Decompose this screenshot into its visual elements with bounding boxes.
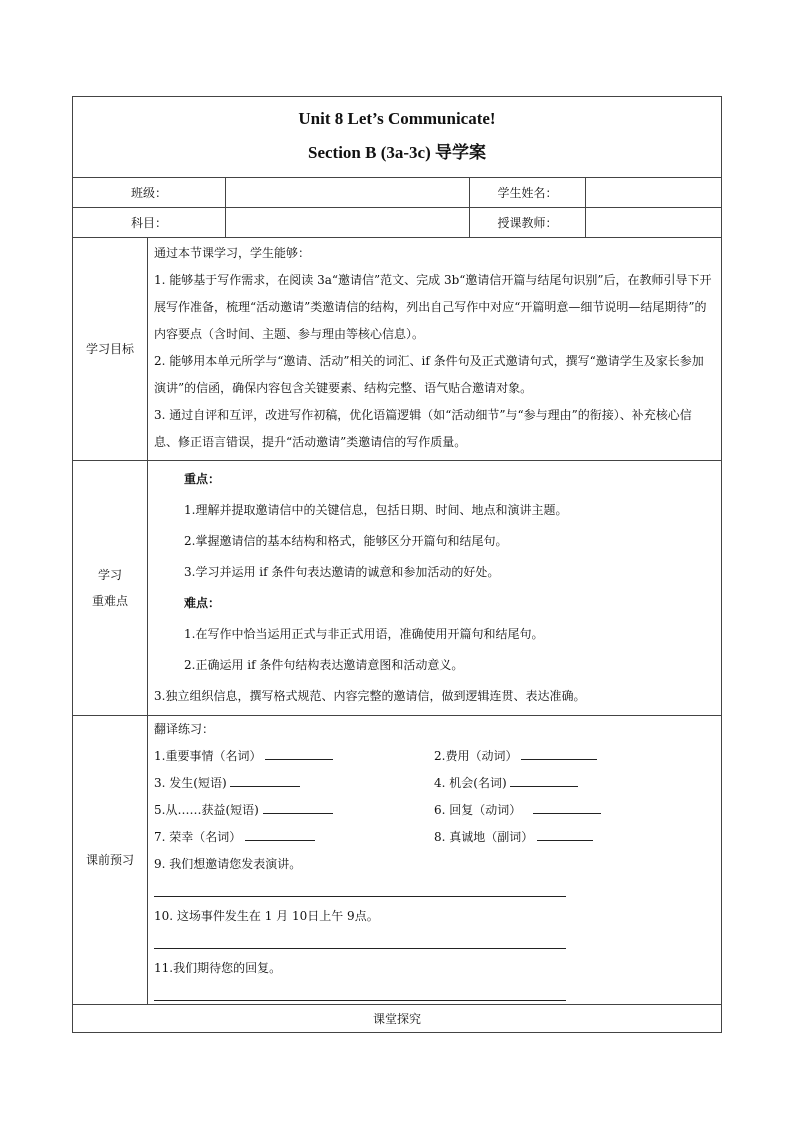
sentence-prompt: 11.我们期待您的回复。 [154, 961, 282, 975]
unit-title: Unit 8 Let’s Communicate! [298, 109, 496, 128]
exercise-prompt: 3. 发生(短语) [154, 776, 227, 790]
exercise-prompt: 6. 回复（动词） [434, 803, 522, 817]
sentence-prompt: 9. 我们想邀请您发表演讲。 [154, 857, 302, 871]
key-item: 1.理解并提取邀请信中的关键信息，包括日期、时间、地点和演讲主题。 [184, 503, 568, 517]
preview-content [148, 716, 722, 1005]
difficult-item: 3.独立组织信息，撰写格式规范、内容完整的邀请信，做到逻辑连贯、表达准确。 [154, 689, 586, 703]
answer-line[interactable] [154, 934, 566, 949]
key-title: 重点： [184, 472, 221, 486]
exercise-prompt: 7. 荣幸（名词） [154, 830, 242, 844]
worksheet [72, 96, 721, 1033]
exercise-prompt: 8. 真诚地（副词） [434, 830, 534, 844]
key-points-label-line1: 学习 [97, 568, 122, 582]
student-name-field[interactable] [586, 178, 722, 208]
title-cell [73, 97, 722, 178]
answer-blank[interactable] [510, 774, 578, 787]
objective-item: 2. 能够用本单元所学与“邀请、活动”相关的词汇、if 条件句及正式邀请句式，撰写“邀请学生及家长参加演讲”的信函，确保内容包含关键要素、结构完整、语气贴合邀请对象。 [154, 354, 704, 395]
key-item: 3.学习并运用 if 条件句表达邀请的诚意和参加活动的好处。 [184, 565, 500, 579]
exercise-row [154, 797, 721, 824]
key-item: 2.掌握邀请信的基本结构和格式，能够区分开篇句和结尾句。 [184, 534, 508, 548]
key-points-label-line2: 重难点 [91, 594, 128, 608]
class-label: 班级： [73, 178, 226, 208]
section-title: Section B (3a-3c) 导学案 [307, 143, 486, 162]
answer-blank[interactable] [265, 747, 333, 760]
answer-blank[interactable] [521, 747, 597, 760]
answer-blank[interactable] [230, 774, 300, 787]
classroom-inquiry-header: 课堂探究 [73, 1005, 722, 1033]
exercise-row [154, 824, 721, 851]
difficult-title: 难点： [184, 596, 221, 610]
objective-item: 3. 通过自评和互评，改进写作初稿，优化语篇逻辑（如“活动细节”与“参与理由”的衔接）、补充核心信息、修正语言错误，提升“活动邀请”类邀请信的写作质量。 [154, 408, 692, 449]
student-name-label: 学生姓名： [470, 178, 586, 208]
preview-heading: 翻译练习： [154, 722, 215, 736]
difficult-item: 2.正确运用 if 条件句结构表达邀请意图和活动意义。 [184, 658, 464, 672]
answer-blank[interactable] [263, 801, 333, 814]
teacher-label: 授课教师： [470, 208, 586, 238]
objectives-label: 学习目标 [73, 238, 148, 461]
exercise-prompt: 1.重要事情（名词） [154, 749, 262, 763]
subject-field[interactable] [226, 208, 470, 238]
answer-blank[interactable] [533, 801, 601, 814]
exercise-prompt: 5.从……获益(短语) [154, 803, 259, 817]
difficult-item: 1.在写作中恰当运用正式与非正式用语，准确使用开篇句和结尾句。 [184, 627, 544, 641]
key-points-label [73, 461, 148, 716]
answer-line[interactable] [154, 986, 566, 1001]
answer-line[interactable] [154, 882, 566, 897]
teacher-field[interactable] [586, 208, 722, 238]
exercise-row [154, 770, 721, 797]
objectives-intro: 通过本节课学习，学生能够： [154, 246, 311, 260]
class-field[interactable] [226, 178, 470, 208]
exercise-row [154, 743, 721, 770]
answer-blank[interactable] [245, 828, 315, 841]
exercise-prompt: 4. 机会(名词) [434, 776, 507, 790]
preview-label: 课前预习 [73, 716, 148, 1005]
objective-item: 1. 能够基于写作需求，在阅读 3a“邀请信”范文、完成 3b“邀请信开篇与结尾句识别”后，在教师引导下开展写作准备，梳理“活动邀请”类邀请信的结构，列出自己写作中对应“开篇明意—细节说明—结尾期待”的内容要点（含时间、主题、参与理由等核心信息）。 [154, 273, 712, 341]
subject-label: 科目： [73, 208, 226, 238]
exercise-prompt: 2.费用（动词） [434, 749, 518, 763]
objectives-content [148, 238, 722, 461]
worksheet-table [72, 96, 722, 1033]
answer-blank[interactable] [537, 828, 593, 841]
sentence-prompt: 10. 这场事件发生在 1 月 10日上午 9点。 [154, 909, 379, 923]
key-points-content [148, 461, 722, 716]
